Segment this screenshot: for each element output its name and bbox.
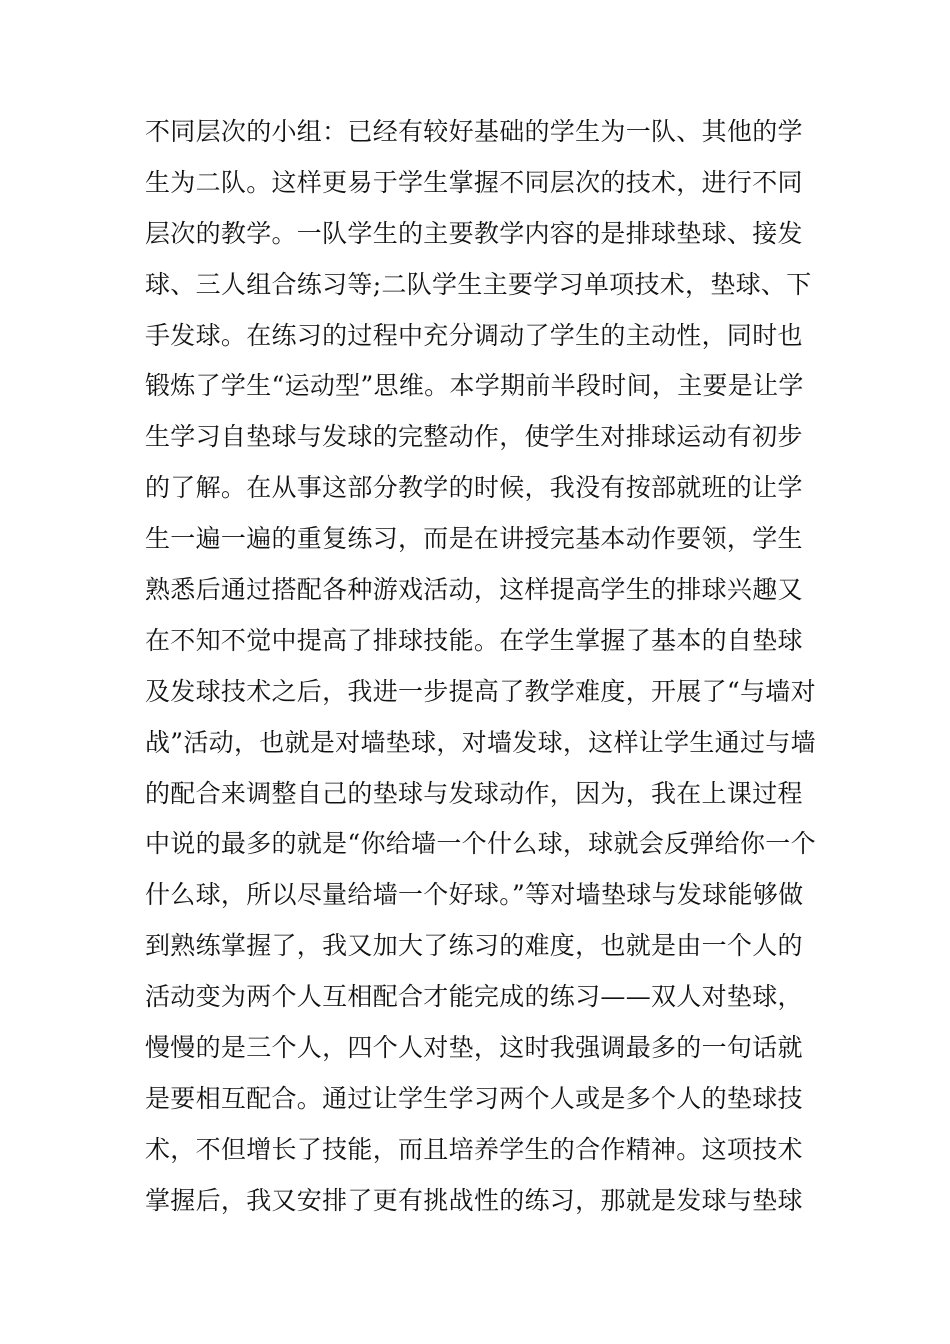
text-line: 术，不但增长了技能，而且培养学生的合作精神。这项技术 [145,1134,803,1164]
text-line: 慢慢的是三个人，四个人对垫，这时我强调最多的一句话就 [145,1033,803,1063]
text-line: 手发球。在练习的过程中充分调动了学生的主动性，同时也 [145,320,803,350]
text-line: 熟悉后通过搭配各种游戏活动，这样提高学生的排球兴趣又 [145,575,803,605]
text-line: 在不知不觉中提高了排球技能。在学生掌握了基本的自垫球 [145,625,803,655]
text-line: 是要相互配合。通过让学生学习两个人或是多个人的垫球技 [145,1083,803,1113]
text-line: 层次的教学。一队学生的主要教学内容的是排球垫球、接发 [145,218,803,248]
text-line: 生学习自垫球与发球的完整动作，使学生对排球运动有初步 [145,422,803,452]
text-line: 中说的最多的就是“你给墙一个什么球，球就会反弹给你一个 [145,829,816,859]
text-line: 及发球技术之后，我进一步提高了教学难度，开展了“与墙对 [145,676,816,706]
text-line: 不同层次的小组：已经有较好基础的学生为一队、其他的学 [145,117,803,146]
text-line: 生为二队。这样更易于学生掌握不同层次的技术，进行不同 [145,167,803,197]
text-line: 的了解。在从事这部分教学的时候，我没有按部就班的让学 [145,473,803,503]
text-line: 什么球，所以尽量给墙一个好球。”等对墙垫球与发球能够做 [145,880,804,910]
text-line: 到熟练掌握了，我又加大了练习的难度，也就是由一个人的 [145,931,803,961]
text-line: 活动变为两个人互相配合才能完成的练习——双人对垫球， [145,982,803,1012]
text-line: 的配合来调整自己的垫球与发球动作，因为，我在上课过程 [145,778,803,808]
body-text [145,107,816,1227]
text-line: 掌握后，我又安排了更有挑战性的练习，那就是发球与垫球 [145,1185,803,1215]
text-line: 战”活动，也就是对墙垫球，对墙发球，这样让学生通过与墙 [145,727,816,757]
text-line: 锻炼了学生“运动型”思维。本学期前半段时间，主要是让学 [145,371,804,401]
text-line: 生一遍一遍的重复练习，而是在讲授完基本动作要领，学生 [145,524,803,554]
text-line: 球、三人组合练习等;二队学生主要学习单项技术，垫球、下 [145,269,812,299]
